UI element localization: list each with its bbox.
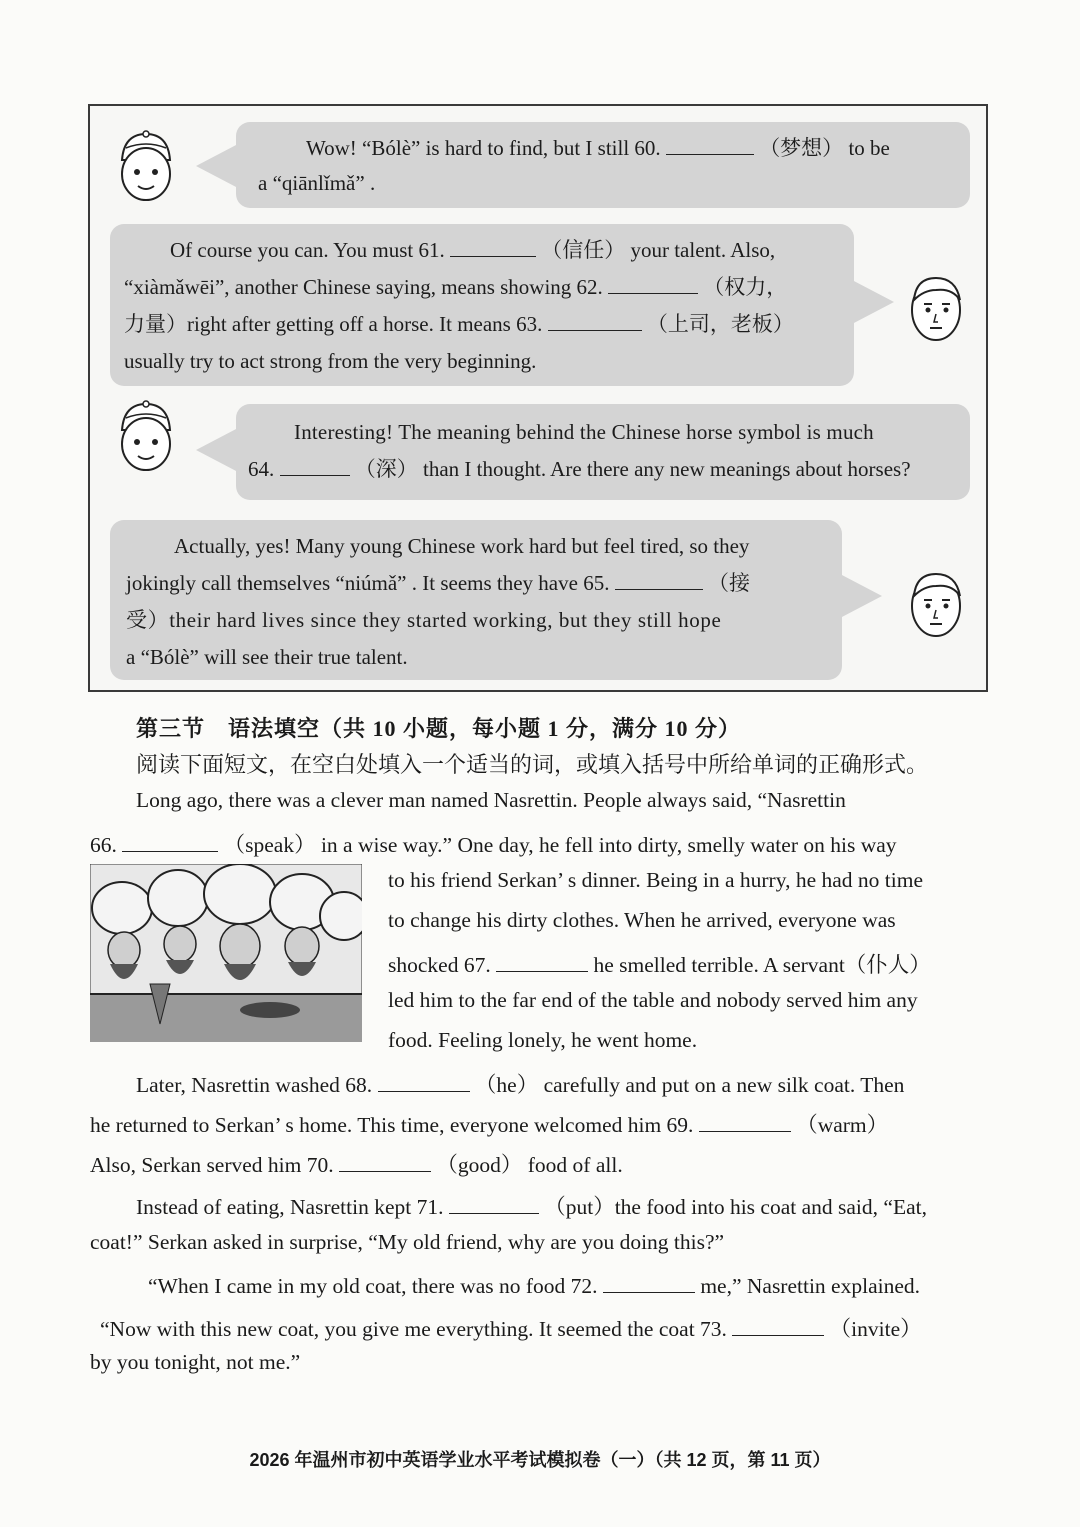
speech-bubble-65: [110, 520, 842, 680]
answer-blank-60[interactable]: [666, 132, 754, 155]
passage-line: [388, 948, 931, 979]
text: by you tonight, not me.”: [90, 1350, 301, 1374]
text: （invite）: [829, 1317, 922, 1341]
passage-line: [388, 1028, 697, 1053]
text: Long ago, there was a clever man named Nasrettin. People always said, “Nasrettin: [136, 788, 846, 812]
hint: （上司，老板）: [646, 312, 794, 336]
answer-blank-72[interactable]: [603, 1270, 695, 1293]
answer-blank-68[interactable]: [378, 1069, 470, 1092]
passage-line: [388, 908, 896, 933]
answer-blank-62[interactable]: [608, 271, 698, 294]
feast-illustration: [90, 864, 362, 1042]
answer-blank-71[interactable]: [449, 1191, 539, 1214]
text: （put）the food into his coat and said, “Eat,: [544, 1195, 927, 1219]
text: jokingly call themselves “niúmǎ” . It seems they have 65.: [126, 571, 610, 595]
text: coat!” Serkan asked in surprise, “My old friend, why are you doing this?”: [90, 1230, 725, 1254]
text: shocked 67.: [388, 953, 491, 977]
hint: （接: [707, 571, 750, 595]
hint: （权力，: [703, 275, 788, 299]
text: than I thought. Are there any new meanings about horses?: [423, 457, 911, 481]
text: （he） carefully and put on a new silk coat. Then: [474, 1073, 905, 1097]
answer-blank-69[interactable]: [699, 1109, 791, 1132]
boy-face-icon: [112, 396, 180, 476]
passage-line: [100, 1312, 922, 1343]
text: Later, Nasrettin washed 68.: [136, 1073, 373, 1097]
hint: （信任）: [541, 238, 626, 262]
passage-line: [90, 1108, 888, 1139]
speech-bubble-61-63: [110, 224, 854, 386]
man-face-icon: [902, 266, 970, 346]
text: Interesting! The meaning behind the Chinese horse symbol is much: [294, 420, 874, 444]
passage-line: [388, 868, 923, 893]
text: （good） food of all.: [436, 1153, 623, 1177]
passage-line: [388, 988, 918, 1013]
section-instruction: 阅读下面短文，在空白处填入一个适当的词，或填入括号中所给单词的正确形式。: [136, 752, 929, 777]
section-heading: 第三节 语法填空（共 10 小题，每小题 1 分，满分 10 分）: [136, 716, 742, 741]
text: me,” Nasrettin explained.: [700, 1274, 921, 1298]
text: he returned to Serkan’ s home. This time, everyone welcomed him 69.: [90, 1113, 694, 1137]
text: “Now with this new coat, you give me everything. It seemed the coat 73.: [100, 1317, 727, 1341]
answer-blank-65[interactable]: [615, 567, 703, 590]
passage-line: [90, 1350, 300, 1375]
answer-blank-64[interactable]: [280, 453, 350, 476]
passage-line: [136, 1068, 904, 1099]
text: to change his dirty clothes. When he arrived, everyone was: [388, 908, 896, 932]
text: 66.: [90, 833, 117, 857]
text: led him to the far end of the table and nobody served him any: [388, 988, 918, 1012]
passage-line: [90, 1230, 724, 1255]
text: Actually, yes! Many young Chinese work hard but feel tired, so they: [174, 534, 750, 558]
text: 64.: [248, 457, 275, 481]
text: “When I came in my old coat, there was no food 72.: [148, 1274, 598, 1298]
text: Wow! “Bólè” is hard to find, but I still 60.: [306, 136, 661, 160]
text: “xiàmǎwēi”, another Chinese saying, means showing 62.: [124, 275, 603, 299]
text: a “qiānlǐmǎ” .: [258, 171, 376, 195]
text: Of course you can. You must 61.: [170, 238, 445, 262]
text: Instead of eating, Nasrettin kept 71.: [136, 1195, 444, 1219]
text: a “Bólè” will see their true talent.: [126, 645, 408, 669]
page-footer: 2026 年温州市初中英语学业水平考试模拟卷（一）（共 12 页，第 11 页）: [249, 1450, 831, 1470]
answer-blank-66[interactable]: [122, 829, 218, 852]
text: 受）their hard lives since they started working, but they still hope: [126, 608, 722, 632]
text: your talent. Also,: [630, 238, 776, 262]
dialogue-box: [88, 104, 988, 692]
passage-line: [136, 1190, 927, 1221]
speech-bubble-64: [236, 404, 970, 500]
passage-line: [90, 828, 897, 859]
man-face-icon: [902, 562, 970, 642]
text: （warm）: [796, 1113, 889, 1137]
answer-blank-70[interactable]: [339, 1149, 431, 1172]
text: to his friend Serkan’ s dinner. Being in a hurry, he had no time: [388, 868, 923, 892]
answer-blank-61[interactable]: [450, 234, 536, 257]
text: food. Feeling lonely, he went home.: [388, 1028, 698, 1052]
hint: （梦想）: [759, 136, 844, 160]
text: 力量）right after getting off a horse. It means 63.: [124, 312, 543, 336]
answer-blank-67[interactable]: [496, 949, 588, 972]
passage-line: [148, 1270, 920, 1299]
answer-blank-63[interactable]: [548, 308, 642, 331]
boy-face-icon: [112, 126, 180, 206]
text: Also, Serkan served him 70.: [90, 1153, 334, 1177]
passage-line: [136, 788, 846, 813]
text: （speak） in a wise way.” One day, he fell into dirty, smelly water on his way: [223, 833, 897, 857]
text: usually try to act strong from the very beginning.: [124, 349, 537, 373]
passage-line: [90, 1148, 623, 1179]
speech-bubble-60: [236, 122, 970, 208]
text: he smelled terrible. A servant（仆人）: [593, 953, 931, 977]
hint: （深）: [354, 457, 418, 481]
text: to be: [848, 136, 890, 160]
answer-blank-73[interactable]: [732, 1313, 824, 1336]
